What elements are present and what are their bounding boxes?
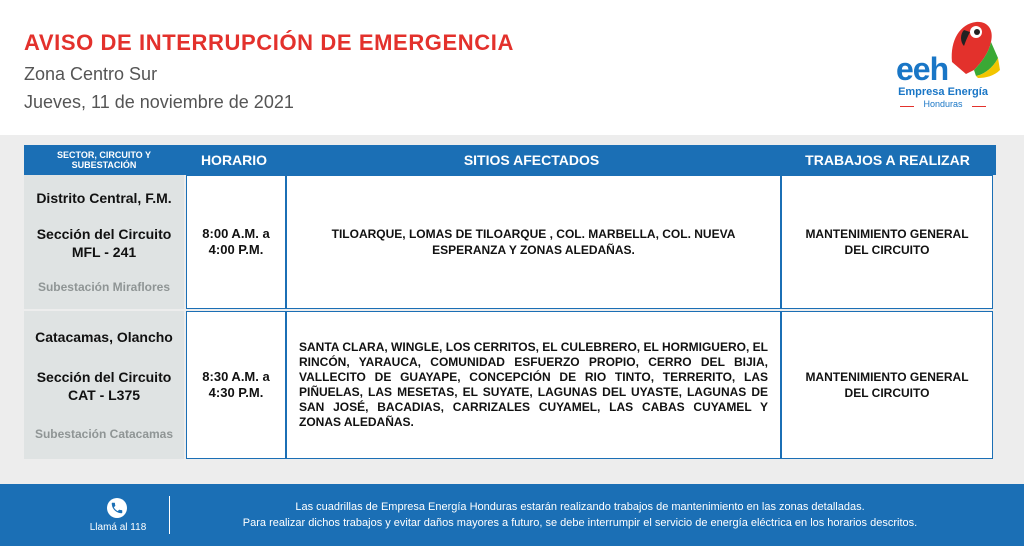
logo-mark: eeh (896, 51, 949, 87)
notice-title: AVISO DE INTERRUPCIÓN DE EMERGENCIA (24, 30, 514, 55)
eeh-logo (890, 18, 1000, 118)
date-label: Jueves, 11 de noviembre de 2021 (24, 92, 294, 112)
call-label[interactable]: Llamá al 118 (89, 522, 147, 533)
circuit-info (37, 225, 172, 261)
phone-icon[interactable] (107, 498, 127, 518)
circuit-info (37, 368, 172, 404)
zone-label: Zona Centro Sur (24, 64, 158, 84)
schedule-start: 8:30 A.M. a (202, 369, 270, 384)
footer-message-1: Las cuadrillas de Empresa Energía Honduras estarán realizando trabajos de mantenimiento en las zonas detalladas. (295, 501, 865, 513)
logo-divider-right (972, 106, 986, 107)
substation-name: Subestación Catacamas (34, 427, 174, 442)
work-cell: MANTENIMIENTO GENERAL DEL CIRCUITO (781, 175, 993, 309)
schedule-end: 4:30 P.M. (208, 385, 264, 400)
circuit-label: Sección del Circuito (36, 368, 172, 385)
affected-sites-cell: TILOARQUE, LOMAS DE TILOARQUE , COL. MARBELLA, COL. NUEVA ESPERANZA Y ZONAS ALEDAÑAS. (286, 175, 781, 309)
footer-message-2: Para realizar dichos trabajos y evitar daños mayores a futuro, se debe interrumpir el servicio de energía eléctrica en los horarios descritos. (242, 517, 918, 529)
affected-sites-cell: SANTA CLARA, WINGLE, LOS CERRITOS, EL CULEBRERO, EL HORMIGUERO, EL RINCÓN, YARAUCA, COMUNIDAD ESFUERZO PROPIO, CERRO DEL BIJIA, VALLECITO DE GUAYAPE, CONCEPCIÓN DE RIO TINTO, TERRERITO, LAS PIÑUELAS, LAS MESETAS, EL SUYATE, LAGUNAS DEL UYASTE, LAGUNAS DE SAN JOSÉ, BACADIAS, CARRIZALES CUYAMEL, LAS CABAS CUYAMEL Y ZONAS ALEDAÑAS. (286, 311, 781, 459)
schedule-cell (186, 311, 286, 459)
header-sitios: SITIOS AFECTADOS (463, 152, 600, 168)
sector-cell (24, 311, 184, 459)
logo-line-1: Empresa Energía (898, 86, 988, 98)
circuit-code: MFL - 241 (71, 243, 137, 260)
header-horario: HORARIO (200, 152, 268, 168)
table-row (24, 175, 996, 309)
table-row (24, 311, 996, 459)
schedule-start: 8:00 A.M. a (202, 226, 270, 241)
schedule-cell (186, 175, 286, 309)
footer-divider (169, 496, 170, 534)
circuit-label: Sección del Circuito (36, 225, 172, 242)
sector-cell (24, 175, 184, 309)
logo-line-2: Honduras (923, 99, 963, 109)
sector-name: Distrito Central, F.M. (36, 190, 172, 207)
header-trabajos: TRABAJOS A REALIZAR (805, 152, 970, 168)
work-cell: MANTENIMIENTO GENERAL DEL CIRCUITO (781, 311, 993, 459)
schedule-end: 4:00 P.M. (208, 242, 264, 257)
footer-bar (0, 484, 1024, 546)
table-header (24, 145, 996, 175)
header (0, 0, 1024, 135)
sector-name: Catacamas, Olancho (35, 328, 173, 345)
circuit-code: CAT - L375 (67, 386, 141, 403)
interruption-table (24, 145, 996, 460)
header-sector: SECTOR, CIRCUITO Y SUBESTACIÓN (56, 150, 152, 170)
substation-name: Subestación Miraflores (37, 279, 171, 294)
